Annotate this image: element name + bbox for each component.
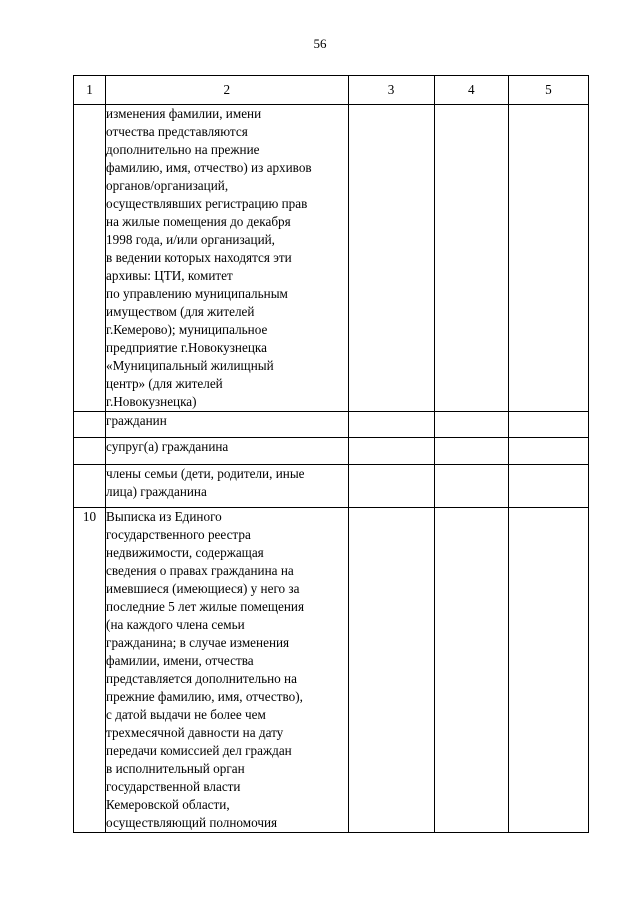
empty-cell <box>434 438 508 465</box>
empty-cell <box>348 508 434 833</box>
text-line: отчества представляются <box>106 124 248 139</box>
row-number-cell <box>74 465 106 508</box>
text-line: в ведении которых находятся эти <box>106 250 292 265</box>
empty-cell <box>434 105 508 412</box>
text-line: в исполнительный орган <box>106 761 245 776</box>
text-line: государственного реестра <box>106 527 251 542</box>
row-number-cell: 10 <box>74 508 106 833</box>
header-col-4: 4 <box>434 76 508 105</box>
text-line: Выписка из Единого <box>106 509 222 524</box>
row-text-cell <box>106 465 348 508</box>
table-header-row <box>74 76 589 105</box>
document-table <box>73 75 589 833</box>
empty-cell <box>348 465 434 508</box>
text-line: 1998 года, и/или организаций, <box>106 232 275 247</box>
empty-cell <box>508 465 588 508</box>
empty-cell <box>508 438 588 465</box>
row-text-cell <box>106 412 348 438</box>
text-line: члены семьи (дети, родители, иные <box>106 466 305 481</box>
text-line: гражданина; в случае изменения <box>106 635 290 650</box>
text-line: фамилии, имени, отчества <box>106 653 254 668</box>
text-line: сведения о правах гражданина на <box>106 563 294 578</box>
row-text-cell <box>106 508 348 833</box>
header-col-2: 2 <box>106 76 348 105</box>
empty-cell <box>434 412 508 438</box>
row-text-cell <box>106 438 348 465</box>
text-line: осуществлявших регистрацию прав <box>106 196 308 211</box>
text-line: дополнительно на прежние <box>106 142 260 157</box>
text-line: представляется дополнительно на <box>106 671 297 686</box>
text-line: лица) гражданина <box>106 484 207 499</box>
text-line: последние 5 лет жилые помещения <box>106 599 305 614</box>
empty-cell <box>348 105 434 412</box>
row-text-cell <box>106 105 348 412</box>
text-line: с датой выдачи не более чем <box>106 707 266 722</box>
empty-cell <box>508 412 588 438</box>
table-row-continuation <box>74 105 589 412</box>
text-line: г.Кемерово); муниципальное <box>106 322 268 337</box>
empty-cell <box>348 412 434 438</box>
text-line: имуществом (для жителей <box>106 304 255 319</box>
empty-cell <box>508 508 588 833</box>
text-line: прежние фамилию, имя, отчество), <box>106 689 303 704</box>
text-line: Кемеровской области, <box>106 797 230 812</box>
empty-cell <box>434 508 508 833</box>
text-line: осуществляющий полномочия <box>106 815 278 830</box>
table-row-spouse <box>74 438 589 465</box>
row-number-cell <box>74 412 106 438</box>
header-col-5: 5 <box>508 76 588 105</box>
page-number: 56 <box>313 36 327 51</box>
row-number-cell <box>74 438 106 465</box>
text-line: трехмесячной давности на дату <box>106 725 284 740</box>
text-line: архивы: ЦТИ, комитет <box>106 268 233 283</box>
text-line: «Муниципальный жилищный <box>106 358 274 373</box>
text-line: органов/организаций, <box>106 178 229 193</box>
empty-cell <box>348 438 434 465</box>
text-line: государственной власти <box>106 779 241 794</box>
text-line: изменения фамилии, имени <box>106 106 262 121</box>
text-line: супруг(а) гражданина <box>106 439 229 454</box>
row-number-cell <box>74 105 106 412</box>
table-row-family <box>74 465 589 508</box>
header-col-1: 1 <box>74 76 106 105</box>
text-line: на жилые помещения до декабря <box>106 214 291 229</box>
text-line: центр» (для жителей <box>106 376 223 391</box>
text-line: по управлению муниципальным <box>106 286 288 301</box>
empty-cell <box>434 465 508 508</box>
text-line: гражданин <box>106 413 167 428</box>
text-line: предприятие г.Новокузнецка <box>106 340 267 355</box>
table-row-10 <box>74 508 589 833</box>
text-line: фамилию, имя, отчество) из архивов <box>106 160 312 175</box>
text-line: недвижимости, содержащая <box>106 545 264 560</box>
header-col-3: 3 <box>348 76 434 105</box>
table-row-citizen <box>74 412 589 438</box>
text-line: имевшиеся (имеющиеся) у него за <box>106 581 300 596</box>
text-line: г.Новокузнецка) <box>106 394 197 409</box>
text-line: (на каждого члена семьи <box>106 617 245 632</box>
text-line: передачи комиссией дел граждан <box>106 743 292 758</box>
empty-cell <box>508 105 588 412</box>
